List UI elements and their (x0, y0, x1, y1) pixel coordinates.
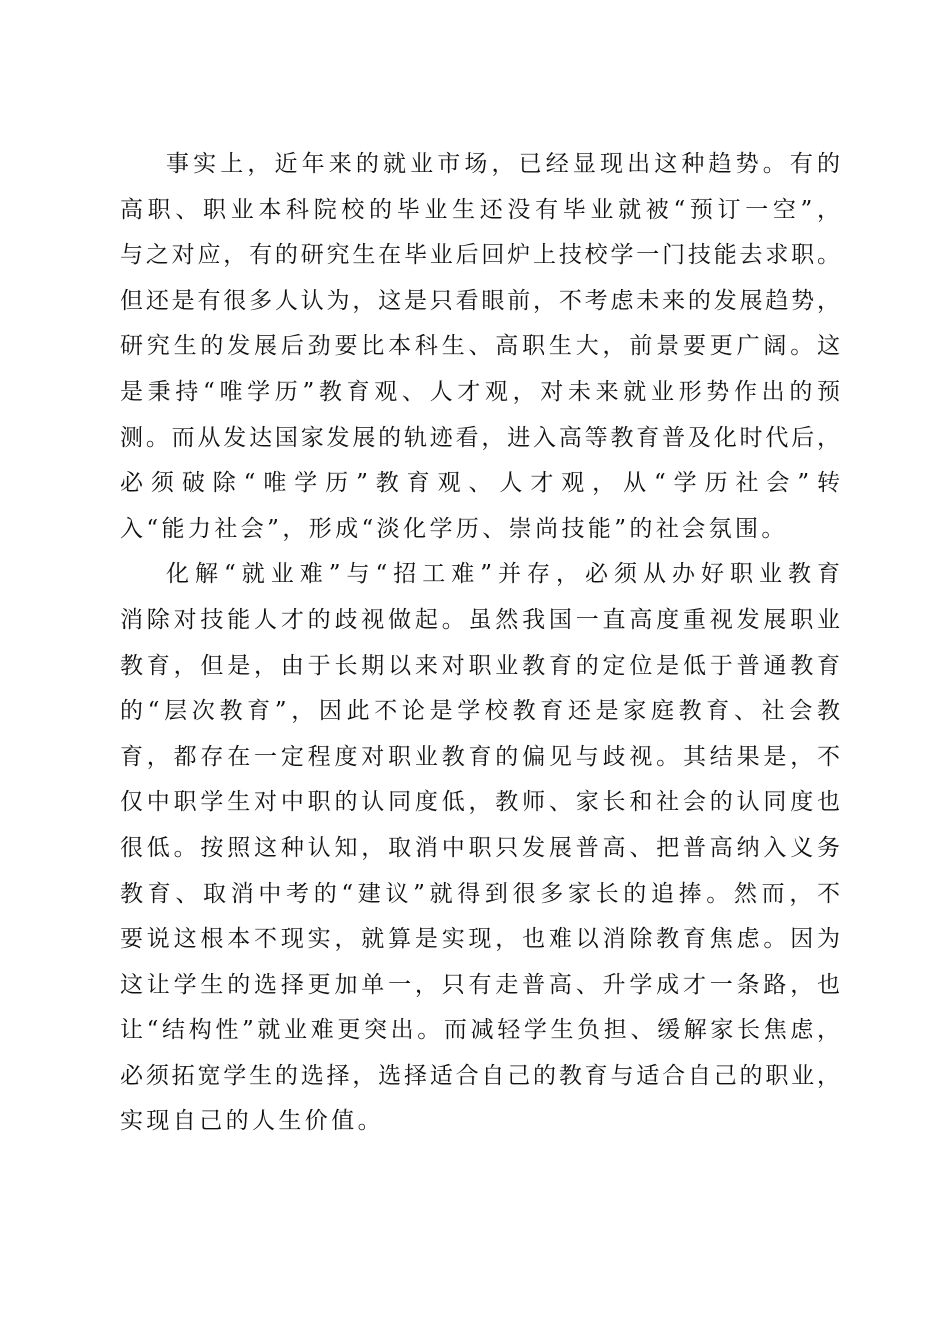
paragraph-line: 必须破除“唯学历”教育观、人才观，从“学历社会”转 (120, 470, 840, 497)
paragraph-line: 育，都存在一定程度对职业教育的偏见与歧视。其结果是，不 (120, 743, 840, 770)
paragraph-line: 教育，但是，由于长期以来对职业教育的定位是低于普通教育 (120, 652, 840, 679)
paragraph-line: 与之对应，有的研究生在毕业后回炉上技校学一门技能去求职。 (120, 242, 840, 269)
paragraph-line: 必须拓宽学生的选择，选择适合自己的教育与适合自己的职业， (120, 1062, 840, 1089)
paragraph-line: 消除对技能人才的歧视做起。虽然我国一直高度重视发展职业 (120, 606, 840, 633)
paragraph-line: 入“能力社会”，形成“淡化学历、崇尚技能”的社会氛围。 (120, 515, 788, 542)
paragraph-line: 教育、取消中考的“建议”就得到很多家长的追捧。然而，不 (120, 880, 840, 907)
paragraph-line: 事实上，近年来的就业市场，已经显现出这种趋势。有的 (166, 151, 840, 177)
paragraph (120, 552, 840, 1145)
paragraph-line: 高职、职业本科院校的毕业生还没有毕业就被“预订一空”， (120, 196, 840, 223)
paragraph-line: 这让学生的选择更加单一，只有走普高、升学成才一条路，也 (120, 971, 840, 998)
paragraph-line: 但还是有很多人认为，这是只看眼前，不考虑未来的发展趋势， (120, 287, 840, 314)
paragraph-line: 是秉持“唯学历”教育观、人才观，对未来就业形势作出的预 (120, 378, 840, 405)
paragraph (120, 142, 840, 552)
paragraph-line: 测。而从发达国家发展的轨迹看，进入高等教育普及化时代后， (120, 424, 840, 451)
paragraph-line: 很低。按照这种认知，取消中职只发展普高、把普高纳入义务 (120, 834, 840, 861)
paragraph-line: 仅中职学生对中职的认同度低，教师、家长和社会的认同度也 (120, 789, 840, 816)
paragraph-line: 研究生的发展后劲要比本科生、高职生大，前景要更广阔。这 (120, 333, 840, 360)
paragraph-line: 的“层次教育”，因此不论是学校教育还是家庭教育、社会教 (120, 698, 840, 725)
paragraph-line: 让“结构性”就业难更突出。而减轻学生负担、缓解家长焦虑， (120, 1017, 840, 1044)
paragraph-line: 要说这根本不现实，就算是实现，也难以消除教育焦虑。因为 (120, 926, 840, 953)
paragraph-line: 实现自己的人生价值。 (120, 1108, 384, 1135)
document-body (120, 142, 840, 1145)
paragraph-line: 化解“就业难”与“招工难”并存，必须从办好职业教育 (166, 561, 840, 588)
